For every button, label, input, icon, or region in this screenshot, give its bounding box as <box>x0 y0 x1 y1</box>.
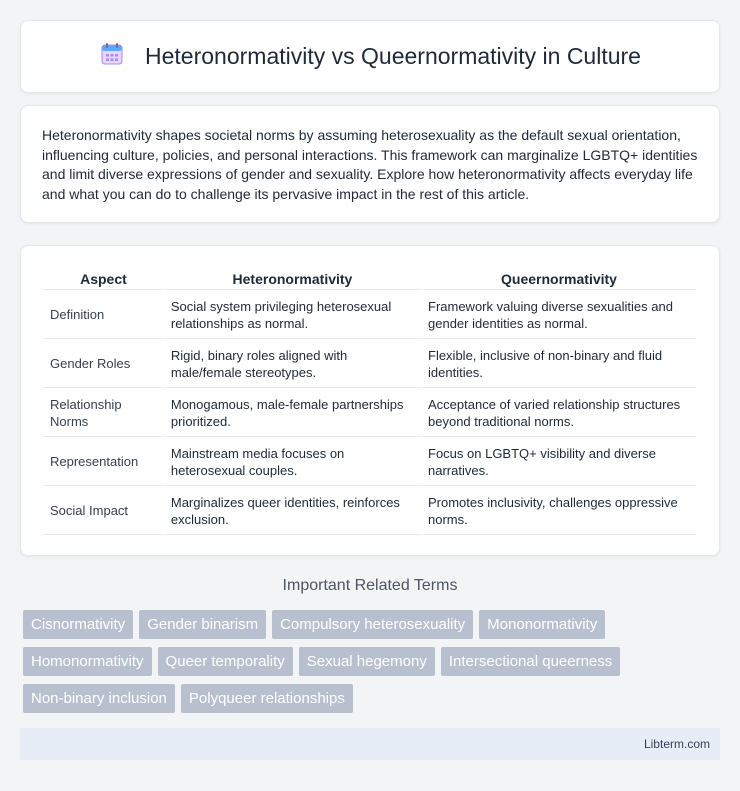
comparison-table-card <box>20 245 720 556</box>
related-term-tag[interactable]: Intersectional queerness <box>441 647 620 676</box>
related-term-tag[interactable]: Homonormativity <box>23 647 152 676</box>
row-queernormativity: Focus on LGBTQ+ visibility and diverse narratives. <box>422 439 696 486</box>
header-queernormativity: Queernormativity <box>422 268 696 290</box>
header <box>99 41 641 72</box>
row-heteronormativity: Mainstream media focuses on heterosexual couples. <box>165 439 420 486</box>
row-aspect: Gender Roles <box>44 341 163 388</box>
row-aspect: Relationship Norms <box>44 390 163 437</box>
intro-card <box>20 105 720 223</box>
table-header-row <box>44 268 696 290</box>
related-term-tag[interactable]: Mononormativity <box>479 610 605 639</box>
row-aspect: Representation <box>44 439 163 486</box>
calendar-icon <box>99 41 125 72</box>
page-title: Heteronormativity vs Queernormativity in Culture <box>145 43 641 69</box>
row-queernormativity: Framework valuing diverse sexualities and gender identities as normal. <box>422 292 696 339</box>
related-term-tag[interactable]: Sexual hegemony <box>299 647 435 676</box>
header-aspect: Aspect <box>44 268 163 290</box>
table-row <box>44 292 696 339</box>
intro-text: Heteronormativity shapes societal norms by assuming heterosexuality as the default sexual orientation, influencing culture, policies, and personal interactions. This framework can marginalize LGBTQ+ identities and limit diverse expressions of gender and sexuality. Explore how heteronormativity affects everyday life and what you can do to challenge its pervasive impact in the rest of this article. <box>42 127 698 202</box>
row-queernormativity: Promotes inclusivity, challenges oppressive norms. <box>422 488 696 535</box>
related-term-tag[interactable]: Non-binary inclusion <box>23 684 175 713</box>
table-row <box>44 439 696 486</box>
header-card <box>20 20 720 93</box>
related-term-tag[interactable]: Gender binarism <box>139 610 266 639</box>
row-heteronormativity: Social system privileging heterosexual relationships as normal. <box>165 292 420 339</box>
related-terms-title: Important Related Terms <box>282 577 458 594</box>
row-heteronormativity: Rigid, binary roles aligned with male/female stereotypes. <box>165 341 420 388</box>
row-aspect: Social Impact <box>44 488 163 535</box>
table-row <box>44 341 696 388</box>
related-term-tag[interactable]: Queer temporality <box>158 647 293 676</box>
row-aspect: Definition <box>44 292 163 339</box>
footer-site-link[interactable]: Libterm.com <box>643 737 710 751</box>
related-terms-list <box>23 610 703 713</box>
footer <box>20 728 720 760</box>
row-queernormativity: Flexible, inclusive of non-binary and fluid identities. <box>422 341 696 388</box>
header-heteronormativity: Heteronormativity <box>165 268 420 290</box>
row-queernormativity: Acceptance of varied relationship structures beyond traditional norms. <box>422 390 696 437</box>
table-row <box>44 390 696 437</box>
table-row <box>44 488 696 535</box>
row-heteronormativity: Marginalizes queer identities, reinforces exclusion. <box>165 488 420 535</box>
related-term-tag[interactable]: Compulsory heterosexuality <box>272 610 473 639</box>
comparison-table <box>42 266 698 537</box>
related-term-tag[interactable]: Cisnormativity <box>23 610 133 639</box>
related-term-tag[interactable]: Polyqueer relationships <box>181 684 353 713</box>
row-heteronormativity: Monogamous, male-female partnerships prioritized. <box>165 390 420 437</box>
